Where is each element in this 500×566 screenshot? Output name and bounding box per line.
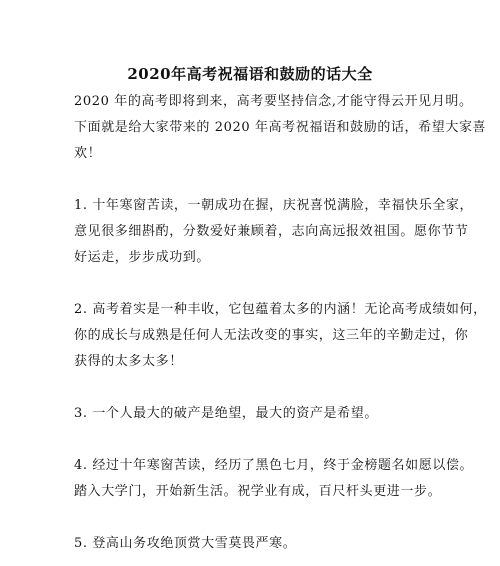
item-line: 好运走，步步成功到。: [74, 250, 211, 265]
item-line: 意见很多细斟酌，分数爱好兼顾着，志向高远报效祖国。愿你节节: [74, 224, 469, 239]
item-line: 5. 登高山务攻绝顶赏大雪莫畏严寒。: [74, 536, 297, 551]
item-line: 2. 高考着实是一种丰收，它包蕴着太多的内涵！无论高考成绩如何，: [74, 302, 487, 317]
document-title: 2020年高考祝福语和鼓励的话大全: [127, 65, 373, 83]
item-line: 踏入大学门，开始新生活。祝学业有成，百尺杆头更进一步。: [74, 484, 442, 499]
intro-line: 欢！: [74, 146, 102, 161]
item-line: 你的成长与成熟是任何人无法改变的事实，这三年的辛勤走过，你: [74, 328, 469, 343]
intro-line: 下面就是给大家带来的 2020 年高考祝福语和鼓励的话，希望大家喜: [74, 120, 487, 135]
item-line: 1. 十年寒窗苦读，一朝成功在握，庆祝喜悦满脸，幸福快乐全家，: [74, 198, 474, 213]
intro-line: 2020 年的高考即将到来，高考要坚持信念,才能守得云开见月明。: [74, 94, 473, 109]
item-line: 获得的太多太多！: [74, 354, 183, 369]
item-line: 3. 一个人最大的破产是绝望，最大的资产是希望。: [74, 406, 378, 421]
item-line: 4. 经过十年寒窗苦读，经历了黑色七月，终于金榜题名如愿以偿。: [74, 458, 474, 473]
